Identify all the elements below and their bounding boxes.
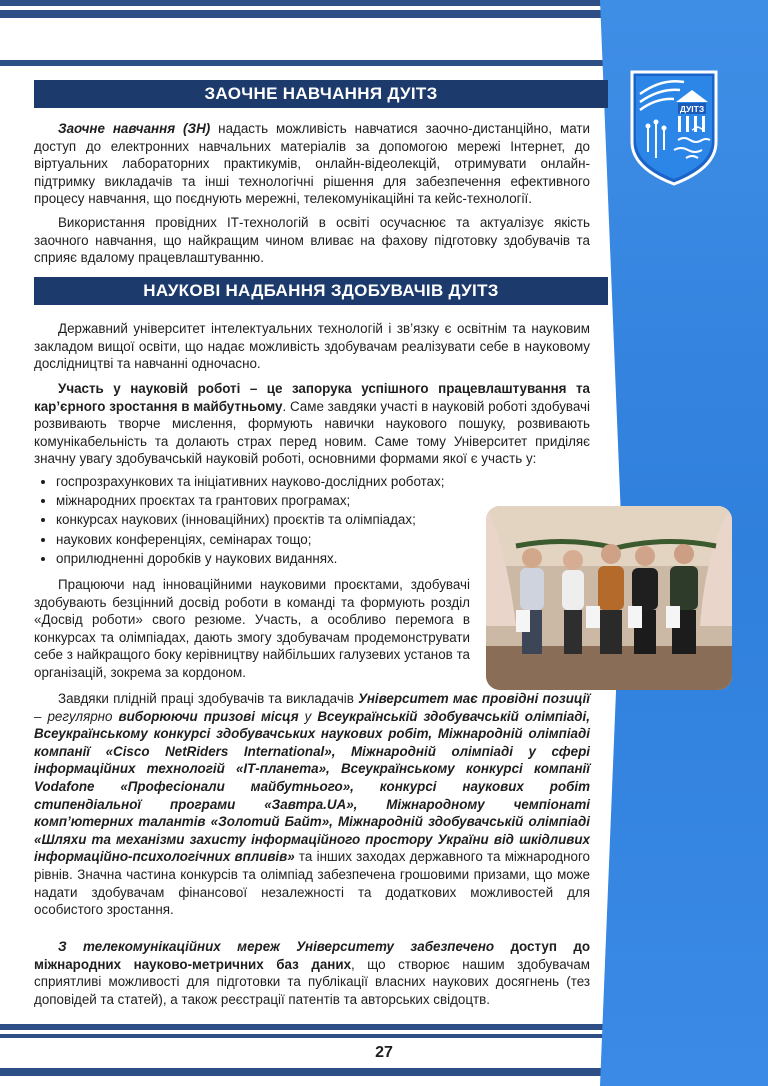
list-item: • наукових конференціях, семінарах тощо; (56, 530, 506, 549)
section-title-science: НАУКОВІ НАДБАННЯ ЗДОБУВАЧІВ ДУІТЗ (34, 277, 608, 305)
students-photo (486, 506, 732, 690)
p4-competitions: Всеукраїнській здобувачській олімпіаді, Всеукраїнському конкурсі здобувачських наукових робіт, Міжнародній олімпіаді компанії «Cisco NetRiders International», Міжнародній олімпіаді у сфері інформаційних технологій «ІТ-планета», Всеукраїнському конкурсі компанії Vodafone «Професіонали майбутнього», конкурсі наукових робіт стипендіальної програми «Завтра.UA», Міжнародному чемпіонаті комп’ютерних талантів «Золотий Байт», Міжнародній здобувачській олімпіаді «Шляхи та механізми захисту інформаційного простору України від шкідливих інформаційно-психологічних впливів» (34, 708, 590, 865)
science-p2-text: . Саме завдяки участі в науковій роботі здобувачі розвивають творче мислення, формують навички наукового пошуку, розвивають комунікабельність та долають страх перед новим. Саме тому Університет приділяє значну увагу здобувачській науковій роботі, основними формами якої є участь у: (34, 398, 590, 467)
science-paragraph-2 (34, 380, 590, 468)
bottom-stripe-3 (0, 1068, 610, 1076)
p4-text-g: та інших заходах державного та міжнародного рівнів. Значна частина конкурсів та олімпіад забезпечена грошовими призами, що може надати здобувачам фінансової незалежності та додаткових можливостей для особистого зростання. (34, 849, 590, 918)
list-item: • конкурсах наукових (інноваційних) проєктів та олімпіадах; (56, 510, 506, 529)
science-paragraph-4 (34, 690, 590, 919)
bottom-stripe-2 (0, 1034, 610, 1038)
participation-forms-list (34, 472, 506, 568)
section-title-distance-learning: ЗАОЧНЕ НАВЧАННЯ ДУІТЗ (34, 80, 608, 108)
list-item: • оприлюдненні доробків у наукових виданнях. (56, 549, 506, 568)
p4-text-a: Завдяки плідній праці здобувачів та викладачів (58, 691, 359, 706)
zn-paragraph-1 (34, 120, 590, 208)
p4-text-c: – регулярно (34, 708, 119, 724)
science-paragraph-5 (34, 938, 590, 1008)
p4-university-positions: Університет має провідні позиції (358, 691, 590, 706)
science-paragraph-3: Працюючи над інноваційними науковими проєктами, здобувачі здобувають безцінний досвід роботи в команді та формують розділ «Досвід роботи» свого резюме. Участь, а особливо перемога в конкурсах та олімпіадах, дають змогу здобувачам продемонструвати себе з найкращого боку керівництву найбільших галузевих установ та організацій, зокрема за кордоном. (34, 577, 470, 680)
top-stripe-3 (0, 60, 610, 66)
p4-text-e: у (298, 708, 318, 724)
science-paragraph-1: Державний університет інтелектуальних технологій і зв’язку є освітнім та науковим закладом вищої освіти, що надає можливість здобувачам реалізувати себе в науковому дослідництві та навчанні одночасно. (34, 321, 590, 372)
bottom-stripe-1 (0, 1024, 610, 1030)
logo-text: ДУІТЗ (679, 104, 705, 114)
p5-text: , що створює нашим здобувачам сприятливі можливості для підготовки та публікації власних наукових досягнень (тез доповідей та статей), а також реєстрації патентів та авторських свідоцтв. (34, 956, 590, 1007)
top-stripe-2 (0, 10, 610, 18)
list-item: • госпрозрахункових та ініціативних науково-дослідних роботах; (56, 472, 506, 491)
p5-lead: З телекомунікаційних мереж Університету забезпечено (58, 939, 495, 954)
university-logo (626, 68, 722, 188)
p5-databases: доступ до міжнародних науково-метричних баз даних (34, 939, 591, 972)
zn-paragraph-2: Використання провідних ІТ-технологій в освіті осучаснює та актуалізує якість заочного навчання, що найкращим чином вливає на фахову підготовку здобувачів та сприяє вдалому працевлаштуванню. (34, 215, 590, 266)
p4-prize-places: виборюючи призові місця (118, 708, 299, 724)
page-number: 27 (375, 1044, 393, 1061)
science-p2-lead: Участь у науковій роботі – це запорука успішного працевлаштування та кар’єрного зростання в майбутньому (34, 381, 590, 414)
top-stripe-1 (0, 0, 610, 6)
zn-lead: Заочне навчання (ЗН) (58, 121, 211, 136)
list-item: • міжнародних проєктах та грантових програмах; (56, 491, 506, 510)
zn-p1-text: надасть можливість навчатися заочно-дистанційно, мати доступ до електронних навчальних матеріалів за допомогою мережі Інтернет, до віртуальних лабораторних практикумів, онлайн-відеолекцій, отримувати онлайн-підтримку викладачів та інші технологічні рішення для забезпечення ефективного процесу навчання, що поєднують мережні, телекомунікаційні та кейс-технології. (34, 121, 590, 207)
